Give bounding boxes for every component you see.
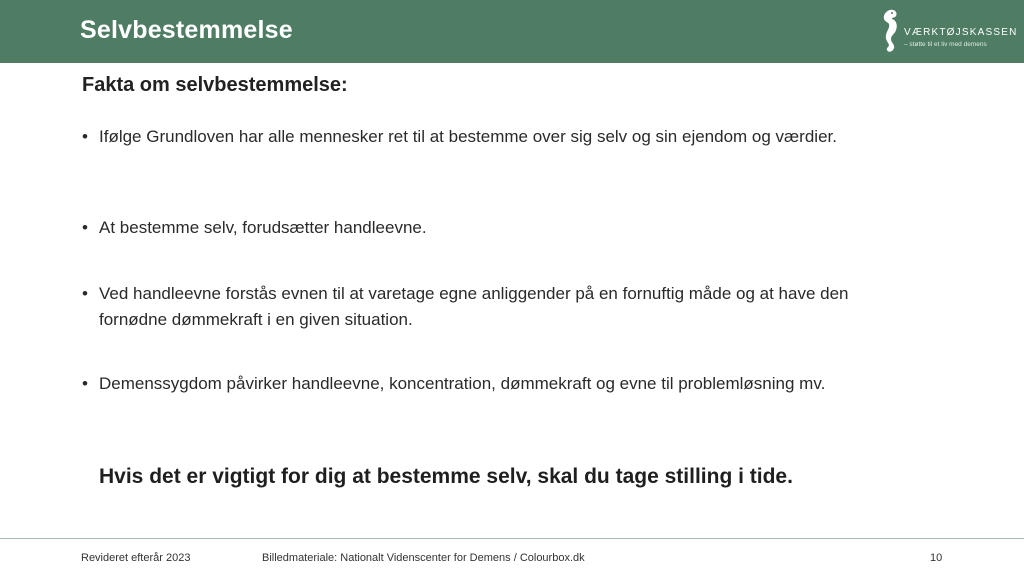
list-item-text: Demenssygdom påvirker handleevne, koncentration, dømmekraft og evne til problemløsning mv. (99, 374, 826, 393)
footer-revised: Revideret efterår 2023 (81, 552, 191, 564)
seahorse-icon (880, 8, 900, 56)
bullet-dot: • (82, 374, 88, 393)
list-item (82, 215, 862, 241)
bullet-dot: • (82, 218, 88, 237)
section-subtitle: Fakta om selvbestemmelse: (82, 74, 348, 96)
logo (878, 8, 1018, 56)
list-item (82, 124, 862, 150)
footer-divider (0, 538, 1024, 539)
bullet-dot: • (82, 127, 88, 146)
page-title: Selvbestemmelse (80, 16, 293, 44)
bullet-dot: • (82, 284, 88, 303)
list-item (82, 281, 862, 333)
header-bar (0, 0, 1024, 63)
list-item (82, 371, 862, 397)
page-number: 10 (930, 552, 943, 564)
callout-text: Hvis det er vigtigt for dig at bestemme selv, skal du tage stilling i tide. (99, 465, 793, 488)
list-item-text: Ved handleevne forstås evnen til at varetage egne anliggender på en fornuftig måde og at have den fornødne dømmekraft i en given situation. (99, 284, 849, 329)
list-item-text: At bestemme selv, forudsætter handleevne. (99, 218, 427, 237)
list-item-text: Ifølge Grundloven har alle mennesker ret til at bestemme over sig selv og sin ejendom og værdier. (99, 127, 837, 146)
logo-name: VÆRKTØJSKASSEN (904, 27, 1018, 38)
footer-credits: Billedmateriale: Nationalt Videnscenter for Demens / Colourbox.dk (262, 552, 585, 564)
logo-tagline: – støtte til et liv med demens (904, 41, 987, 48)
